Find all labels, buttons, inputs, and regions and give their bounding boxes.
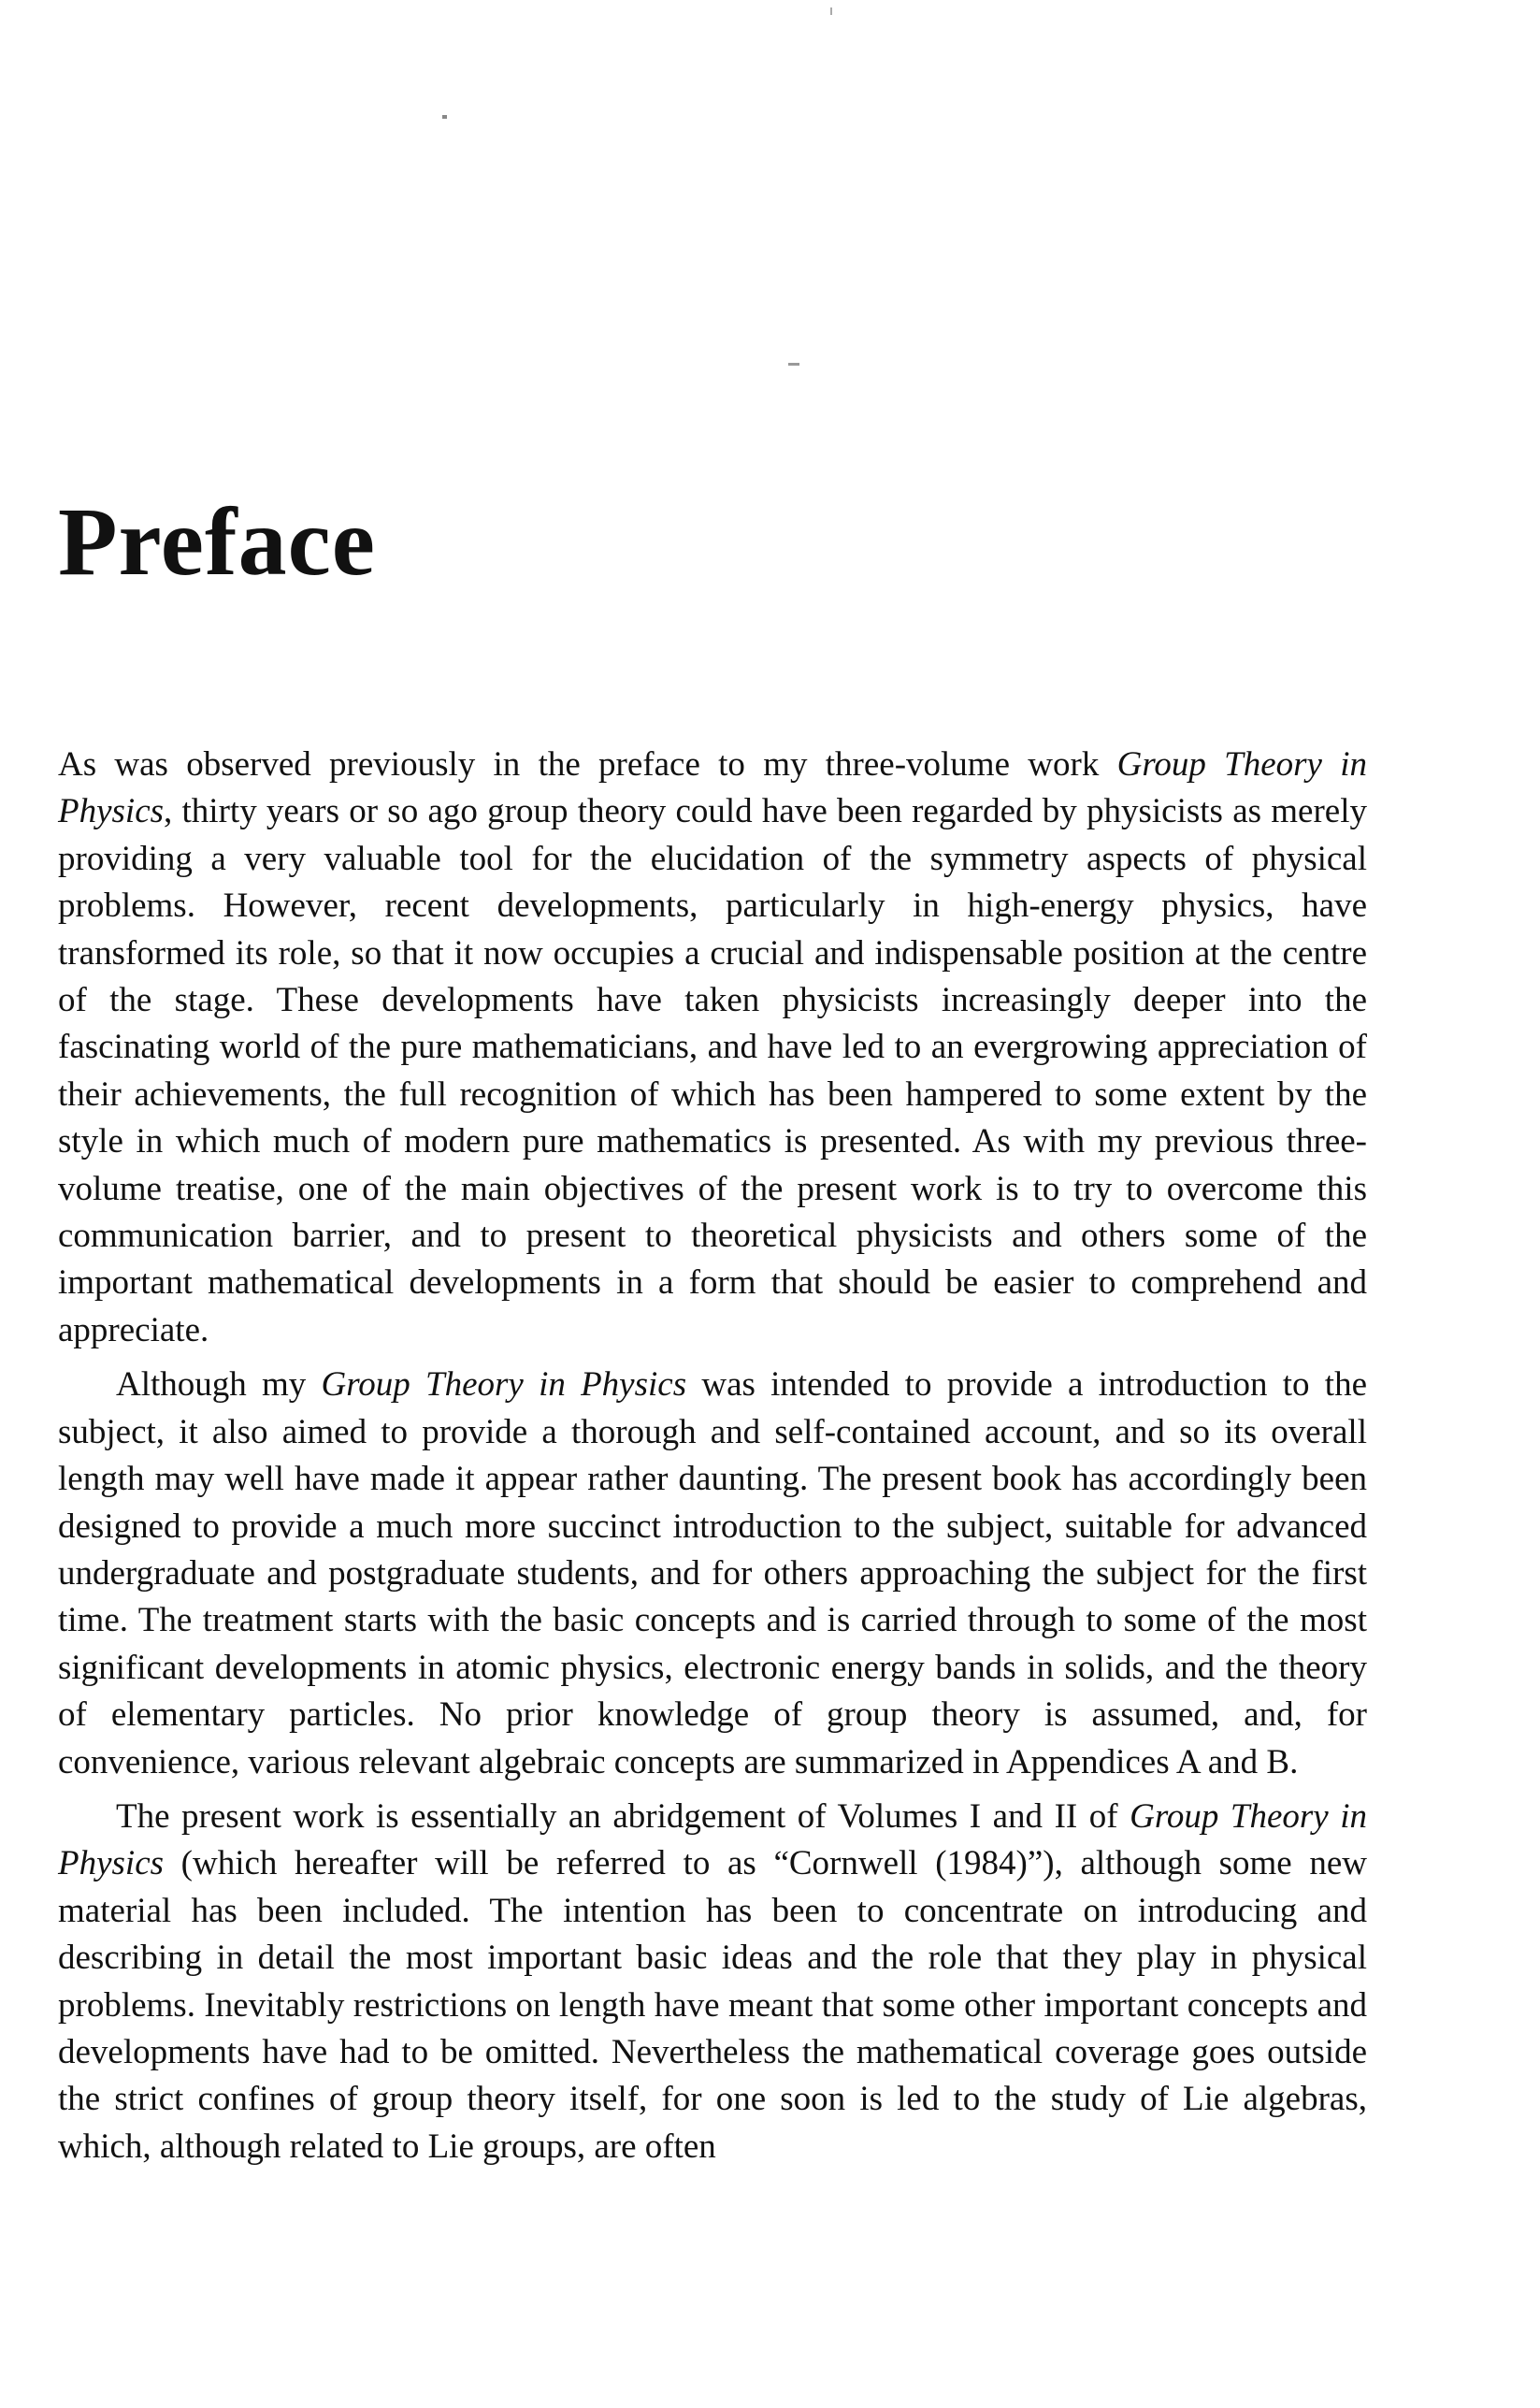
paragraph: As was observed previously in the preface to my three-volume work Group Theory in Physics, thirty years or so ago group theory could have been regarded by physicists as merely providing a very valuable tool for the elucidation of the symmetry aspects of physical problems. However, recent developments, particularly in high-energy physics, have transformed its role, so that it now occupies a crucial and indispensable position at the centre of the stage. These developments have taken physicists increasingly deeper into the fascinating world of the pure mathematicians, and have led to an evergrowing appreciation of their achievements, the full recognition of which has been hampered to some extent by the style in which much of modern pure mathematics is presented. As with my previous three-volume treatise, one of the main objectives of the present work is to try to overcome this communication barrier, and to present to theoretical physicists and others some of the important mathematical developments in a form that should be easier to comprehend and appreciate.	[58, 745, 1367, 1349]
paragraph: The present work is essentially an abridgement of Volumes I and II of Group Theory in Physics (which hereafter will be referred to as “Cornwell (1984)”), although some new material has been included. The intention has been to concentrate on introducing and describing in detail the most important basic ideas and the role that they play in physical problems. Inevitably restrictions on length have meant that some other important concepts and developments have had to be omitted. Nevertheless the mathematical coverage goes outside the strict confines of group theory itself, for one soon is led to the study of Lie algebras, which, although related to Lie groups, are often	[58, 1796, 1367, 2166]
preface-body	[58, 742, 1367, 2178]
page-title: Preface	[58, 488, 376, 596]
paragraph: Although my Group Theory in Physics was intended to provide a introduction to the subject, it also aimed to provide a thorough and self-contained account, and so its overall length may well have made it appear rather daunting. The present book has accordingly been designed to provide a much more succinct introduction to the subject, suitable for advanced undergraduate and postgraduate students, and for others approaching the subject for the first time. The treatment starts with the basic concepts and is carried through to some of the most significant developments in atomic physics, electronic energy bands in solids, and the theory of elementary particles. No prior knowledge of group theory is assumed, and, for convenience, various relevant algebraic concepts are summarized in Appendices A and B.	[58, 1365, 1367, 1781]
scan-speck	[788, 363, 799, 366]
scan-speck	[442, 115, 447, 119]
scan-speck	[830, 7, 832, 15]
